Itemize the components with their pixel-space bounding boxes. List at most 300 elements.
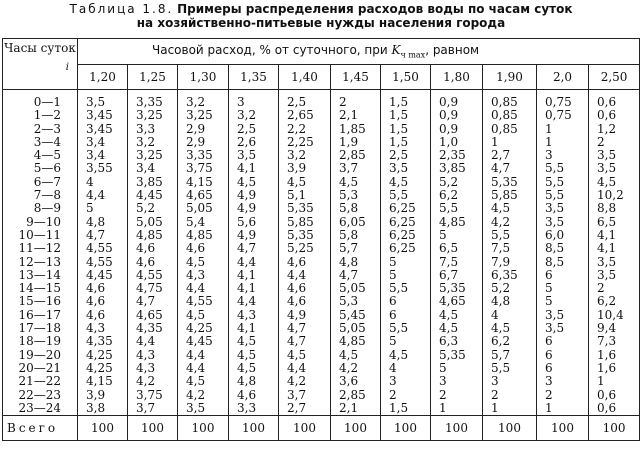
value-cell: 1,0 (439, 134, 459, 149)
value-cell: 0,6 (597, 108, 617, 123)
k-value-cell: 2,0 (537, 65, 589, 90)
value-cell: 0,85 (491, 121, 518, 136)
total-cell: 100 (229, 416, 279, 441)
value-cell: 5,85 (491, 188, 518, 203)
value-cell: 4,1 (237, 161, 257, 176)
kv-symbol: $K_{ч max}$ (391, 43, 426, 60)
value-cell: 5,35 (287, 201, 314, 216)
value-cell: 4,5 (186, 374, 206, 389)
value-cell: 4,35 (136, 321, 163, 336)
value-cell: 8,5 (545, 241, 565, 256)
value-cell: 4,4 (237, 254, 257, 269)
value-cell: 7,3 (597, 334, 617, 349)
value-cell: 3,2 (136, 134, 156, 149)
hour-range: 8—9 (33, 201, 61, 216)
value-cell: 4,9 (237, 227, 257, 242)
value-cell: 4,5 (287, 174, 307, 189)
value-cell: 1,5 (389, 121, 409, 136)
value-column (589, 90, 640, 416)
value-cell: 4,65 (136, 307, 163, 322)
value-cell: 3,9 (287, 161, 307, 176)
value-column (331, 90, 381, 416)
total-cell: 100 (589, 416, 640, 441)
value-cell: 3,7 (136, 400, 156, 415)
value-cell: 5,5 (545, 188, 565, 203)
value-cell: 5,8 (339, 227, 359, 242)
value-cell: 6,5 (439, 241, 459, 256)
value-cell: 4,2 (339, 360, 359, 375)
value-cell: 4,7 (136, 294, 156, 309)
value-cell: 2,7 (287, 400, 307, 415)
value-cell: 4,2 (491, 214, 511, 229)
total-cell: 100 (431, 416, 483, 441)
value-cell: 1 (491, 134, 499, 149)
value-cell: 3,5 (545, 321, 565, 336)
value-cell: 4,35 (86, 334, 113, 349)
value-cell: 5,2 (439, 174, 459, 189)
hour-range: 16—17 (18, 307, 61, 322)
value-cell: 3,8 (86, 400, 106, 415)
hour-range: 19—20 (18, 347, 61, 362)
value-cell: 5,5 (389, 188, 409, 203)
total-label: Всего (3, 416, 78, 441)
value-cell: 4,3 (86, 321, 106, 336)
value-cell: 4,4 (287, 360, 307, 375)
value-column (483, 90, 537, 416)
value-cell: 10,2 (597, 188, 624, 203)
value-cell: 5 (439, 227, 447, 242)
value-cell: 4,4 (237, 294, 257, 309)
value-cell: 4,45 (136, 188, 163, 203)
hour-range: 11—12 (18, 241, 61, 256)
k-value-cell: 1,90 (483, 65, 537, 90)
value-cell: 0,6 (597, 95, 617, 109)
hour-range: 2—3 (33, 121, 61, 136)
value-cell: 4,45 (186, 334, 213, 349)
value-cell: 7,5 (439, 254, 459, 269)
value-cell: 2 (389, 387, 397, 402)
value-cell: 2,85 (339, 148, 366, 163)
value-cell: 6,7 (439, 267, 459, 282)
value-cell: 3,85 (136, 174, 163, 189)
value-cell: 6,05 (339, 214, 366, 229)
value-cell: 2,7 (491, 148, 511, 163)
total-cell: 100 (537, 416, 589, 441)
value-cell: 0,75 (545, 95, 572, 109)
value-cell: 5,35 (287, 227, 314, 242)
value-cell: 4,6 (86, 294, 106, 309)
hour-range: 0—1 (33, 95, 61, 109)
value-cell: 4,5 (389, 347, 409, 362)
value-cell: 4 (491, 307, 499, 322)
value-cell: 4,9 (237, 188, 257, 203)
value-cell: 4,4 (186, 360, 206, 375)
value-cell: 2,35 (439, 148, 466, 163)
title-line-2: на хозяйственно-питьевые нужды населения города (136, 16, 506, 30)
value-cell: 4,6 (136, 254, 156, 269)
value-cell: 4,5 (597, 174, 617, 189)
value-cell: 4,3 (136, 347, 156, 362)
value-cell: 6,0 (545, 227, 565, 242)
value-column (128, 90, 178, 416)
value-cell: 4,6 (86, 307, 106, 322)
value-cell: 5,05 (136, 214, 163, 229)
k-value-cell: 1,40 (279, 65, 331, 90)
hour-range: 1—2 (33, 108, 61, 123)
value-cell: 1 (597, 374, 605, 389)
value-cell: 4,2 (186, 387, 206, 402)
value-cell: 2,5 (389, 148, 409, 163)
value-cell: 3,5 (545, 201, 565, 216)
hour-range: 10—11 (18, 227, 61, 242)
value-cell: 5,25 (287, 241, 314, 256)
value-cell: 3,25 (136, 148, 163, 163)
value-cell: 5,5 (491, 227, 511, 242)
value-cell: 6 (545, 360, 553, 375)
water-distribution-table (2, 38, 640, 441)
total-cell: 100 (331, 416, 381, 441)
value-cell: 1,6 (597, 360, 617, 375)
value-cell: 3,6 (339, 374, 359, 389)
value-cell: 3 (389, 374, 397, 389)
value-cell: 2 (439, 387, 447, 402)
value-cell: 3,5 (237, 148, 257, 163)
value-cell: 3,35 (186, 148, 213, 163)
hour-range: 23—24 (18, 400, 61, 415)
value-cell: 4,8 (86, 214, 106, 229)
k-value-cell: 1,20 (78, 65, 128, 90)
value-cell: 5,2 (136, 201, 156, 216)
value-cell: 4,25 (186, 321, 213, 336)
value-cell: 2 (339, 95, 347, 109)
value-cell: 3,45 (86, 121, 113, 136)
value-cell: 4,4 (86, 188, 106, 203)
value-cell: 4,3 (186, 267, 206, 282)
value-cell: 0,85 (491, 95, 518, 109)
value-cell: 0,9 (439, 108, 459, 123)
value-column (431, 90, 483, 416)
value-cell: 4,55 (186, 294, 213, 309)
value-cell: 2,1 (339, 108, 359, 123)
value-cell: 5,3 (339, 188, 359, 203)
value-cell: 2,85 (339, 387, 366, 402)
value-cell: 1 (439, 400, 447, 415)
value-cell: 5,35 (439, 281, 466, 296)
value-column (229, 90, 279, 416)
value-cell: 5,5 (545, 161, 565, 176)
value-cell: 2 (491, 387, 499, 402)
value-cell: 10,4 (597, 307, 624, 322)
value-cell: 4,85 (136, 227, 163, 242)
value-cell: 5,35 (491, 174, 518, 189)
value-cell: 5,05 (186, 201, 213, 216)
value-cell: 2,9 (186, 121, 206, 136)
value-cell: 4,6 (186, 241, 206, 256)
k-value-cell: 1,30 (178, 65, 229, 90)
value-cell: 3 (491, 374, 499, 389)
value-cell: 5 (389, 254, 397, 269)
value-cell: 4,1 (237, 321, 257, 336)
value-cell: 2,25 (287, 134, 314, 149)
value-cell: 5 (86, 201, 94, 216)
value-cell: 2,1 (339, 400, 359, 415)
value-cell: 3 (545, 374, 553, 389)
value-cell: 1 (545, 134, 553, 149)
value-cell: 3,45 (86, 108, 113, 123)
value-cell: 4,4 (287, 267, 307, 282)
value-cell: 4,5 (339, 347, 359, 362)
value-cell: 4,8 (491, 294, 511, 309)
value-cell: 5 (389, 334, 397, 349)
value-cell: 5,85 (287, 214, 314, 229)
value-cell: 2,5 (237, 121, 257, 136)
value-cell: 2 (545, 387, 553, 402)
value-cell: 3,2 (287, 148, 307, 163)
value-cell: 3,5 (545, 214, 565, 229)
value-column (381, 90, 431, 416)
hour-range: 7—8 (33, 188, 61, 203)
value-cell: 3,75 (186, 161, 213, 176)
value-cell: 3,5 (597, 148, 617, 163)
value-column (279, 90, 331, 416)
value-cell: 4,2 (287, 374, 307, 389)
value-cell: 2 (597, 281, 605, 296)
value-column (537, 90, 589, 416)
value-cell: 3,25 (186, 108, 213, 123)
hour-range: 18—19 (18, 334, 61, 349)
total-cell: 100 (178, 416, 229, 441)
value-cell: 6,25 (389, 214, 416, 229)
hour-range: 6—7 (33, 174, 61, 189)
value-cell: 4,5 (491, 321, 511, 336)
value-cell: 5,5 (545, 174, 565, 189)
value-cell: 4,45 (86, 267, 113, 282)
value-column (178, 90, 229, 416)
value-cell: 4,1 (237, 267, 257, 282)
value-cell: 1,5 (389, 95, 409, 109)
value-cell: 3,35 (136, 95, 163, 109)
k-value-cell: 1,45 (331, 65, 381, 90)
value-cell: 4,85 (439, 214, 466, 229)
value-cell: 6 (545, 334, 553, 349)
value-cell: 6,2 (597, 294, 617, 309)
value-cell: 4,3 (237, 307, 257, 322)
value-cell: 4,4 (186, 281, 206, 296)
value-cell: 3,7 (339, 161, 359, 176)
value-cell: 4,65 (439, 294, 466, 309)
value-cell: 6,25 (389, 201, 416, 216)
value-cell: 4,15 (86, 374, 113, 389)
value-cell: 4,55 (86, 241, 113, 256)
value-cell: 5,6 (237, 214, 257, 229)
value-cell: 3,3 (237, 400, 257, 415)
value-cell: 4,65 (186, 188, 213, 203)
value-cell: 1,5 (389, 134, 409, 149)
coefficient-row (3, 65, 640, 90)
hourly-rate-header: Часовой расход, % от суточного, при $K_{ч max}$, равном (78, 39, 640, 65)
value-cell: 4,1 (597, 227, 617, 242)
value-cell: 0,6 (597, 400, 617, 415)
value-cell: 4 (86, 174, 94, 189)
total-cell: 100 (483, 416, 537, 441)
value-cell: 4,5 (186, 254, 206, 269)
value-cell: 4,7 (237, 241, 257, 256)
value-cell: 5,3 (339, 294, 359, 309)
value-cell: 4,1 (237, 281, 257, 296)
value-cell: 3,4 (86, 148, 106, 163)
value-cell: 4,7 (491, 161, 511, 176)
value-cell: 8,8 (597, 201, 617, 216)
table-number: Таблица 1.8. (69, 2, 174, 16)
value-cell: 4,75 (136, 281, 163, 296)
value-cell: 6 (545, 347, 553, 362)
value-cell: 3,55 (86, 161, 113, 176)
value-cell: 4,6 (136, 241, 156, 256)
value-cell: 4,25 (86, 347, 113, 362)
value-cell: 6 (389, 307, 397, 322)
value-cell: 3,75 (136, 387, 163, 402)
value-cell: 4,6 (86, 281, 106, 296)
value-cell: 6,25 (389, 241, 416, 256)
value-cell: 3,5 (86, 95, 106, 109)
value-cell: 0,6 (597, 387, 617, 402)
value-cell: 3,2 (237, 108, 257, 123)
value-cell: 6,3 (439, 334, 459, 349)
value-cell: 5 (439, 360, 447, 375)
value-cell: 1,2 (597, 121, 617, 136)
value-cell: 5 (545, 294, 553, 309)
value-cell: 3,5 (597, 254, 617, 269)
value-column (78, 90, 128, 416)
value-cell: 5,35 (439, 347, 466, 362)
value-cell: 4,1 (597, 241, 617, 256)
hour-range: 4—5 (33, 148, 61, 163)
hour-range: 22—23 (18, 387, 61, 402)
value-cell: 3,5 (545, 307, 565, 322)
value-cell: 3,25 (136, 108, 163, 123)
total-cell: 100 (381, 416, 431, 441)
hour-range: 17—18 (18, 321, 61, 336)
value-cell: 4,9 (287, 307, 307, 322)
total-cell: 100 (128, 416, 178, 441)
value-cell: 4,6 (287, 281, 307, 296)
value-cell: 5,1 (287, 188, 307, 203)
value-cell: 0,85 (491, 108, 518, 123)
value-cell: 4,6 (237, 387, 257, 402)
value-cell: 3,5 (186, 400, 206, 415)
k-value-cell: 2,50 (589, 65, 640, 90)
value-cell: 6,5 (597, 214, 617, 229)
hours-column (3, 90, 78, 416)
value-cell: 6,2 (439, 188, 459, 203)
value-cell: 4,55 (86, 254, 113, 269)
value-cell: 3,85 (439, 161, 466, 176)
value-cell: 2 (597, 134, 605, 149)
data-row (3, 90, 640, 416)
value-cell: 4,5 (237, 360, 257, 375)
value-cell: 4,8 (237, 374, 257, 389)
hour-range: 13—14 (18, 267, 61, 282)
value-cell: 3,5 (389, 161, 409, 176)
value-cell: 4,5 (186, 307, 206, 322)
value-cell: 1,85 (339, 121, 366, 136)
value-cell: 5,5 (491, 360, 511, 375)
value-cell: 4,4 (136, 334, 156, 349)
value-cell: 4,7 (287, 334, 307, 349)
k-value-cell: 1,80 (431, 65, 483, 90)
value-cell: 4,5 (237, 334, 257, 349)
value-cell: 3,2 (186, 95, 206, 109)
value-cell: 4,15 (186, 174, 213, 189)
value-cell: 4,5 (491, 201, 511, 216)
value-cell: 3,9 (86, 387, 106, 402)
value-cell: 5,5 (389, 281, 409, 296)
value-cell: 2,6 (237, 134, 257, 149)
hours-header (3, 39, 78, 90)
value-cell: 4,4 (186, 347, 206, 362)
value-cell: 4,5 (237, 347, 257, 362)
value-cell: 6 (389, 294, 397, 309)
hour-range: 5—6 (33, 161, 61, 176)
value-cell: 1,5 (389, 400, 409, 415)
value-cell: 5,7 (339, 241, 359, 256)
total-cell: 100 (78, 416, 128, 441)
value-cell: 8,5 (545, 254, 565, 269)
value-cell: 5,05 (339, 281, 366, 296)
k-value-cell: 1,35 (229, 65, 279, 90)
value-cell: 4,5 (439, 307, 459, 322)
value-cell: 4,85 (186, 227, 213, 242)
value-cell: 0,9 (439, 95, 459, 109)
value-cell: 5,05 (339, 321, 366, 336)
value-cell: 4,55 (136, 267, 163, 282)
value-cell: 4,7 (339, 267, 359, 282)
value-cell: 7,5 (491, 241, 511, 256)
value-cell: 5,45 (339, 307, 366, 322)
value-cell: 3 (545, 148, 553, 163)
value-cell: 1,6 (597, 347, 617, 362)
value-cell: 5,4 (186, 214, 206, 229)
value-cell: 1 (545, 121, 553, 136)
value-cell: 5,5 (389, 321, 409, 336)
value-cell: 4,5 (237, 174, 257, 189)
value-cell: 4 (389, 360, 397, 375)
value-cell: 4,5 (287, 347, 307, 362)
value-cell: 4,8 (339, 254, 359, 269)
value-cell: 2,65 (287, 108, 314, 123)
k-value-cell: 1,50 (381, 65, 431, 90)
total-row (3, 416, 640, 441)
value-cell: 4,7 (86, 227, 106, 242)
value-cell: 4,5 (339, 174, 359, 189)
value-cell: 4,7 (287, 321, 307, 336)
value-cell: 4,5 (439, 321, 459, 336)
value-cell: 4,25 (86, 360, 113, 375)
value-cell: 2,2 (287, 121, 307, 136)
hour-range: 21—22 (18, 374, 61, 389)
value-cell: 0,9 (439, 121, 459, 136)
value-cell: 3 (439, 374, 447, 389)
table-title (0, 2, 642, 30)
hours-header-label: Часы суток (4, 41, 76, 55)
title-line-1: Примеры распределения расходов воды по часам суток (177, 2, 573, 16)
hour-range: 15—16 (18, 294, 61, 309)
value-cell: 1 (545, 400, 553, 415)
value-cell: 4,85 (339, 334, 366, 349)
value-cell: 2,9 (186, 134, 206, 149)
value-cell: 3,4 (86, 134, 106, 149)
hour-range: 20—21 (18, 360, 61, 375)
